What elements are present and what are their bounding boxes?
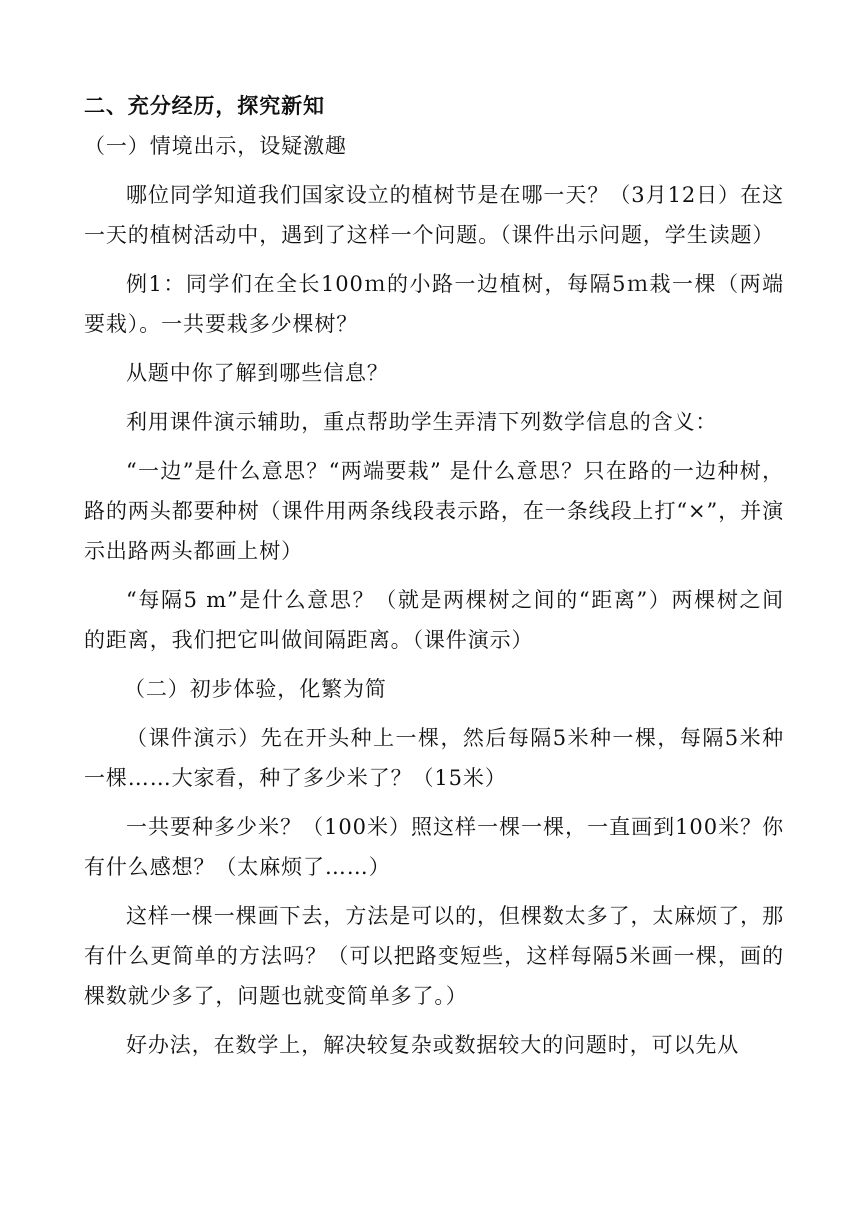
paragraph-9: 好办法，在数学上，解决较复杂或数据较大的问题时，可以先从: [126, 1033, 740, 1057]
paragraph-1: 哪位同学知道我们国家设立的植树节是在哪一天？（3月12日）在这一天的植树活动中，遇到了这样一个问题。（课件出示问题，学生读题）: [84, 183, 784, 247]
subsection-title-2: （二）初步体验，化繁为简: [124, 677, 387, 701]
subsection-title-1: （一）情境出示，设疑激趣: [84, 134, 347, 158]
section-heading: 二、充分经历，探究新知: [84, 94, 325, 118]
paragraph-7: 一共要种多少米？（100米）照这样一棵一棵，一直画到100米？你有什么感想？（太麻烦了……）: [84, 815, 784, 879]
paragraph-4: “一边”是什么意思？“两端要栽” 是什么意思？只在路的一边种树，路的两头都要种树（课件用两条线段表示路，在一条线段上打“×”，并演示出路两头都画上树）: [84, 459, 784, 563]
paragraph-2: 从题中你了解到哪些信息？: [126, 361, 389, 385]
paragraph-6: （课件演示）先在开头种上一棵，然后每隔5米种一棵，每隔5米种一棵……大家看，种了多少米了？（15米）: [84, 726, 784, 790]
paragraph-5: “每隔5 m”是什么意思？（就是两棵树之间的“距离”）两棵树之间的距离，我们把它叫做间隔距离。（课件演示）: [84, 588, 784, 652]
paragraph-3: 利用课件演示辅助，重点帮助学生弄清下列数学信息的含义：: [126, 410, 718, 434]
document-body: [84, 86, 784, 1074]
paragraph-8: 这样一棵一棵画下去，方法是可以的，但棵数太多了，太麻烦了，那有什么更简单的方法吗？（可以把路变短些，这样每隔5米画一棵，画的棵数就少多了，问题也就变简单多了。）: [84, 904, 784, 1008]
example-1: 例1：同学们在全长100ｍ的小路一边植树，每隔5ｍ栽一棵（两端要栽）。一共要栽多少棵树？: [84, 272, 784, 336]
